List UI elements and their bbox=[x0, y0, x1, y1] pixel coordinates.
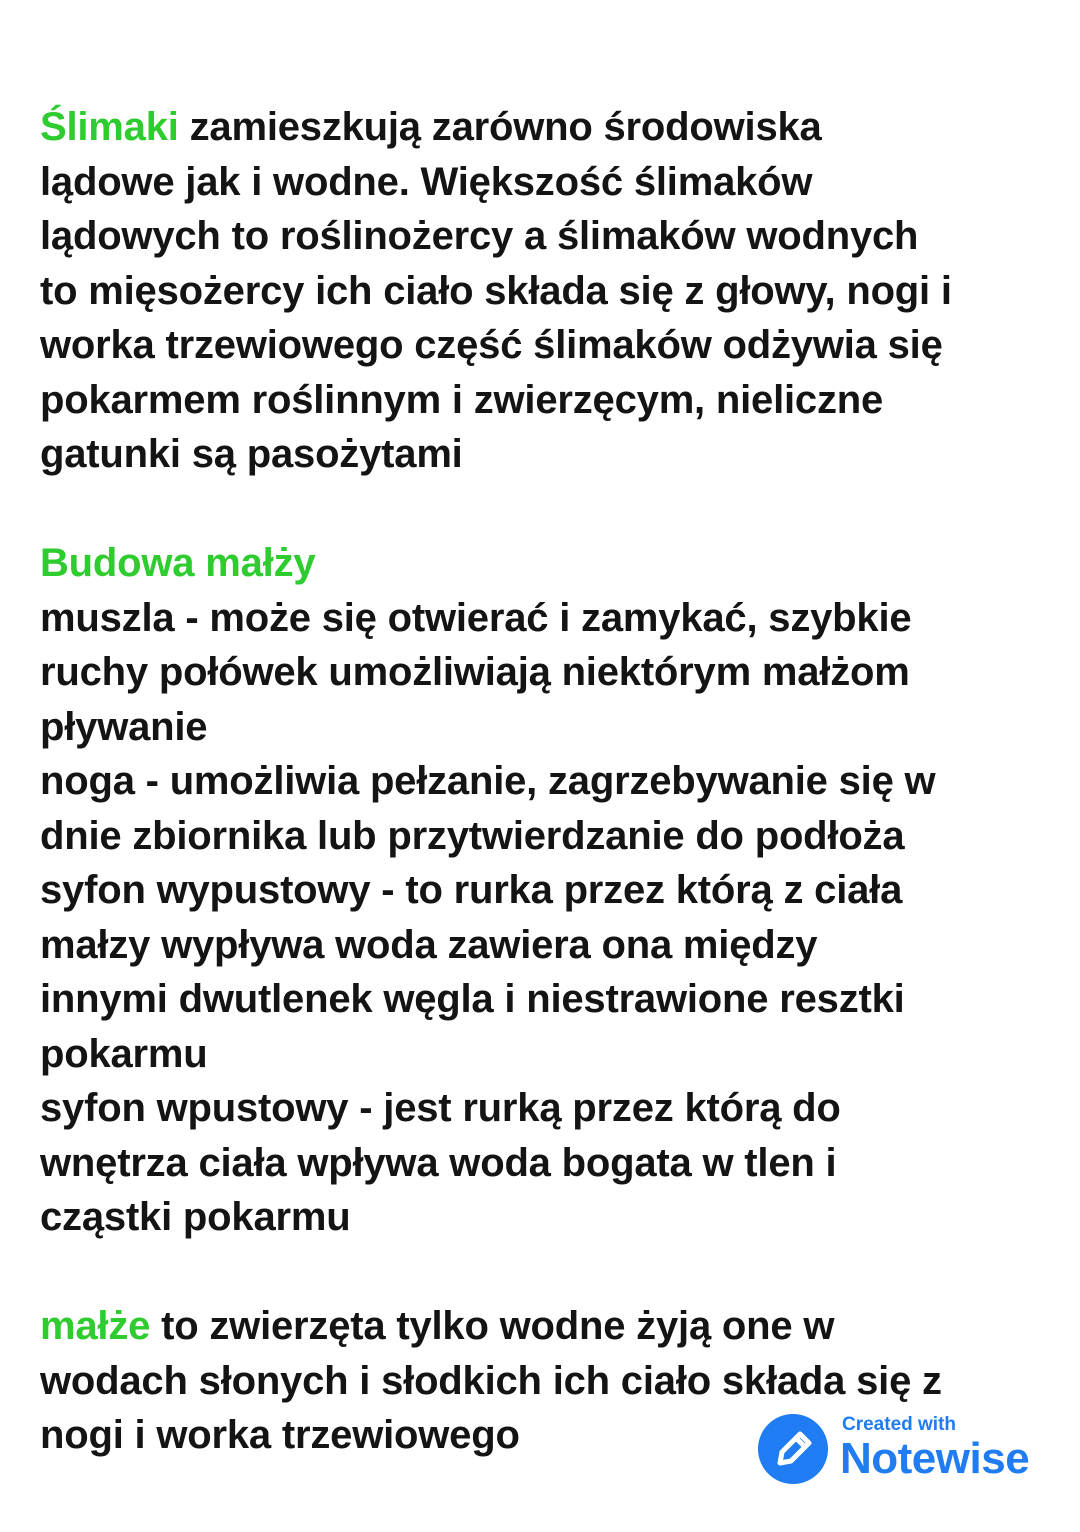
badge-created-with: Created with bbox=[842, 1414, 957, 1435]
text-line: wodach słonych i słodkich ich ciało składa się z bbox=[40, 1358, 942, 1403]
badge-brand: Notewise bbox=[840, 1434, 1030, 1483]
pencil-icon bbox=[758, 1414, 828, 1484]
keyword-malze: małże bbox=[40, 1304, 151, 1348]
text-line: noga - umożliwia pełzanie, zagrzebywanie się w bbox=[40, 759, 936, 803]
text-line: innymi dwutlenek węgla i niestrawione resztki bbox=[40, 977, 905, 1021]
text-line: muszla - może się otwierać i zamykać, szybkie bbox=[40, 595, 912, 640]
text-line bbox=[40, 1299, 1050, 1354]
text-line: worka trzewiowego część ślimaków odżywia się bbox=[40, 323, 943, 367]
text-line: cząstki pokarmu bbox=[40, 1195, 351, 1239]
text-line: ruchy połówek umożliwiają niektórym małżom bbox=[40, 650, 910, 694]
paragraph-spacer bbox=[40, 482, 1050, 537]
text-line: wnętrza ciała wpływa woda bogata w tlen i bbox=[40, 1140, 837, 1185]
text-line: lądowych to roślinożercy a ślimaków wodnych bbox=[40, 214, 919, 258]
text-line: lądowe jak i wodne. Większość ślimaków bbox=[40, 159, 813, 204]
text-line: małzy wypływa woda zawiera ona między bbox=[40, 922, 818, 967]
text-line: pokarmu bbox=[40, 1031, 208, 1076]
text-line: pływanie bbox=[40, 704, 208, 749]
section-slimaki bbox=[40, 100, 1050, 482]
section-budowa-malzy bbox=[40, 536, 1050, 1245]
keyword-slimaki: Ślimaki bbox=[40, 105, 179, 149]
text-line bbox=[40, 100, 1050, 155]
text-line-rest: zamieszkują zarówno środowiska bbox=[178, 105, 822, 149]
notewise-badge bbox=[758, 1410, 1048, 1490]
text-line: to mięsożercy ich ciało składa się z głowy, nogi i bbox=[40, 268, 952, 313]
section-heading: Budowa małży bbox=[40, 541, 316, 585]
text-line: nogi i worka trzewiowego bbox=[40, 1413, 520, 1457]
text-line: syfon wypustowy - to rurka przez którą z ciała bbox=[40, 868, 903, 912]
text-line-rest: to zwierzęta tylko wodne żyją one w bbox=[150, 1304, 835, 1348]
text-line: pokarmem roślinnym i zwierzęcym, nieliczne bbox=[40, 377, 884, 422]
text-line: gatunki są pasożytami bbox=[40, 432, 463, 476]
text-line: syfon wpustowy - jest rurką przez którą do bbox=[40, 1086, 841, 1130]
text-line: dnie zbiornika lub przytwierdzanie do podłoża bbox=[40, 813, 905, 858]
paragraph-spacer bbox=[40, 1245, 1050, 1300]
note-page bbox=[40, 100, 1050, 1463]
